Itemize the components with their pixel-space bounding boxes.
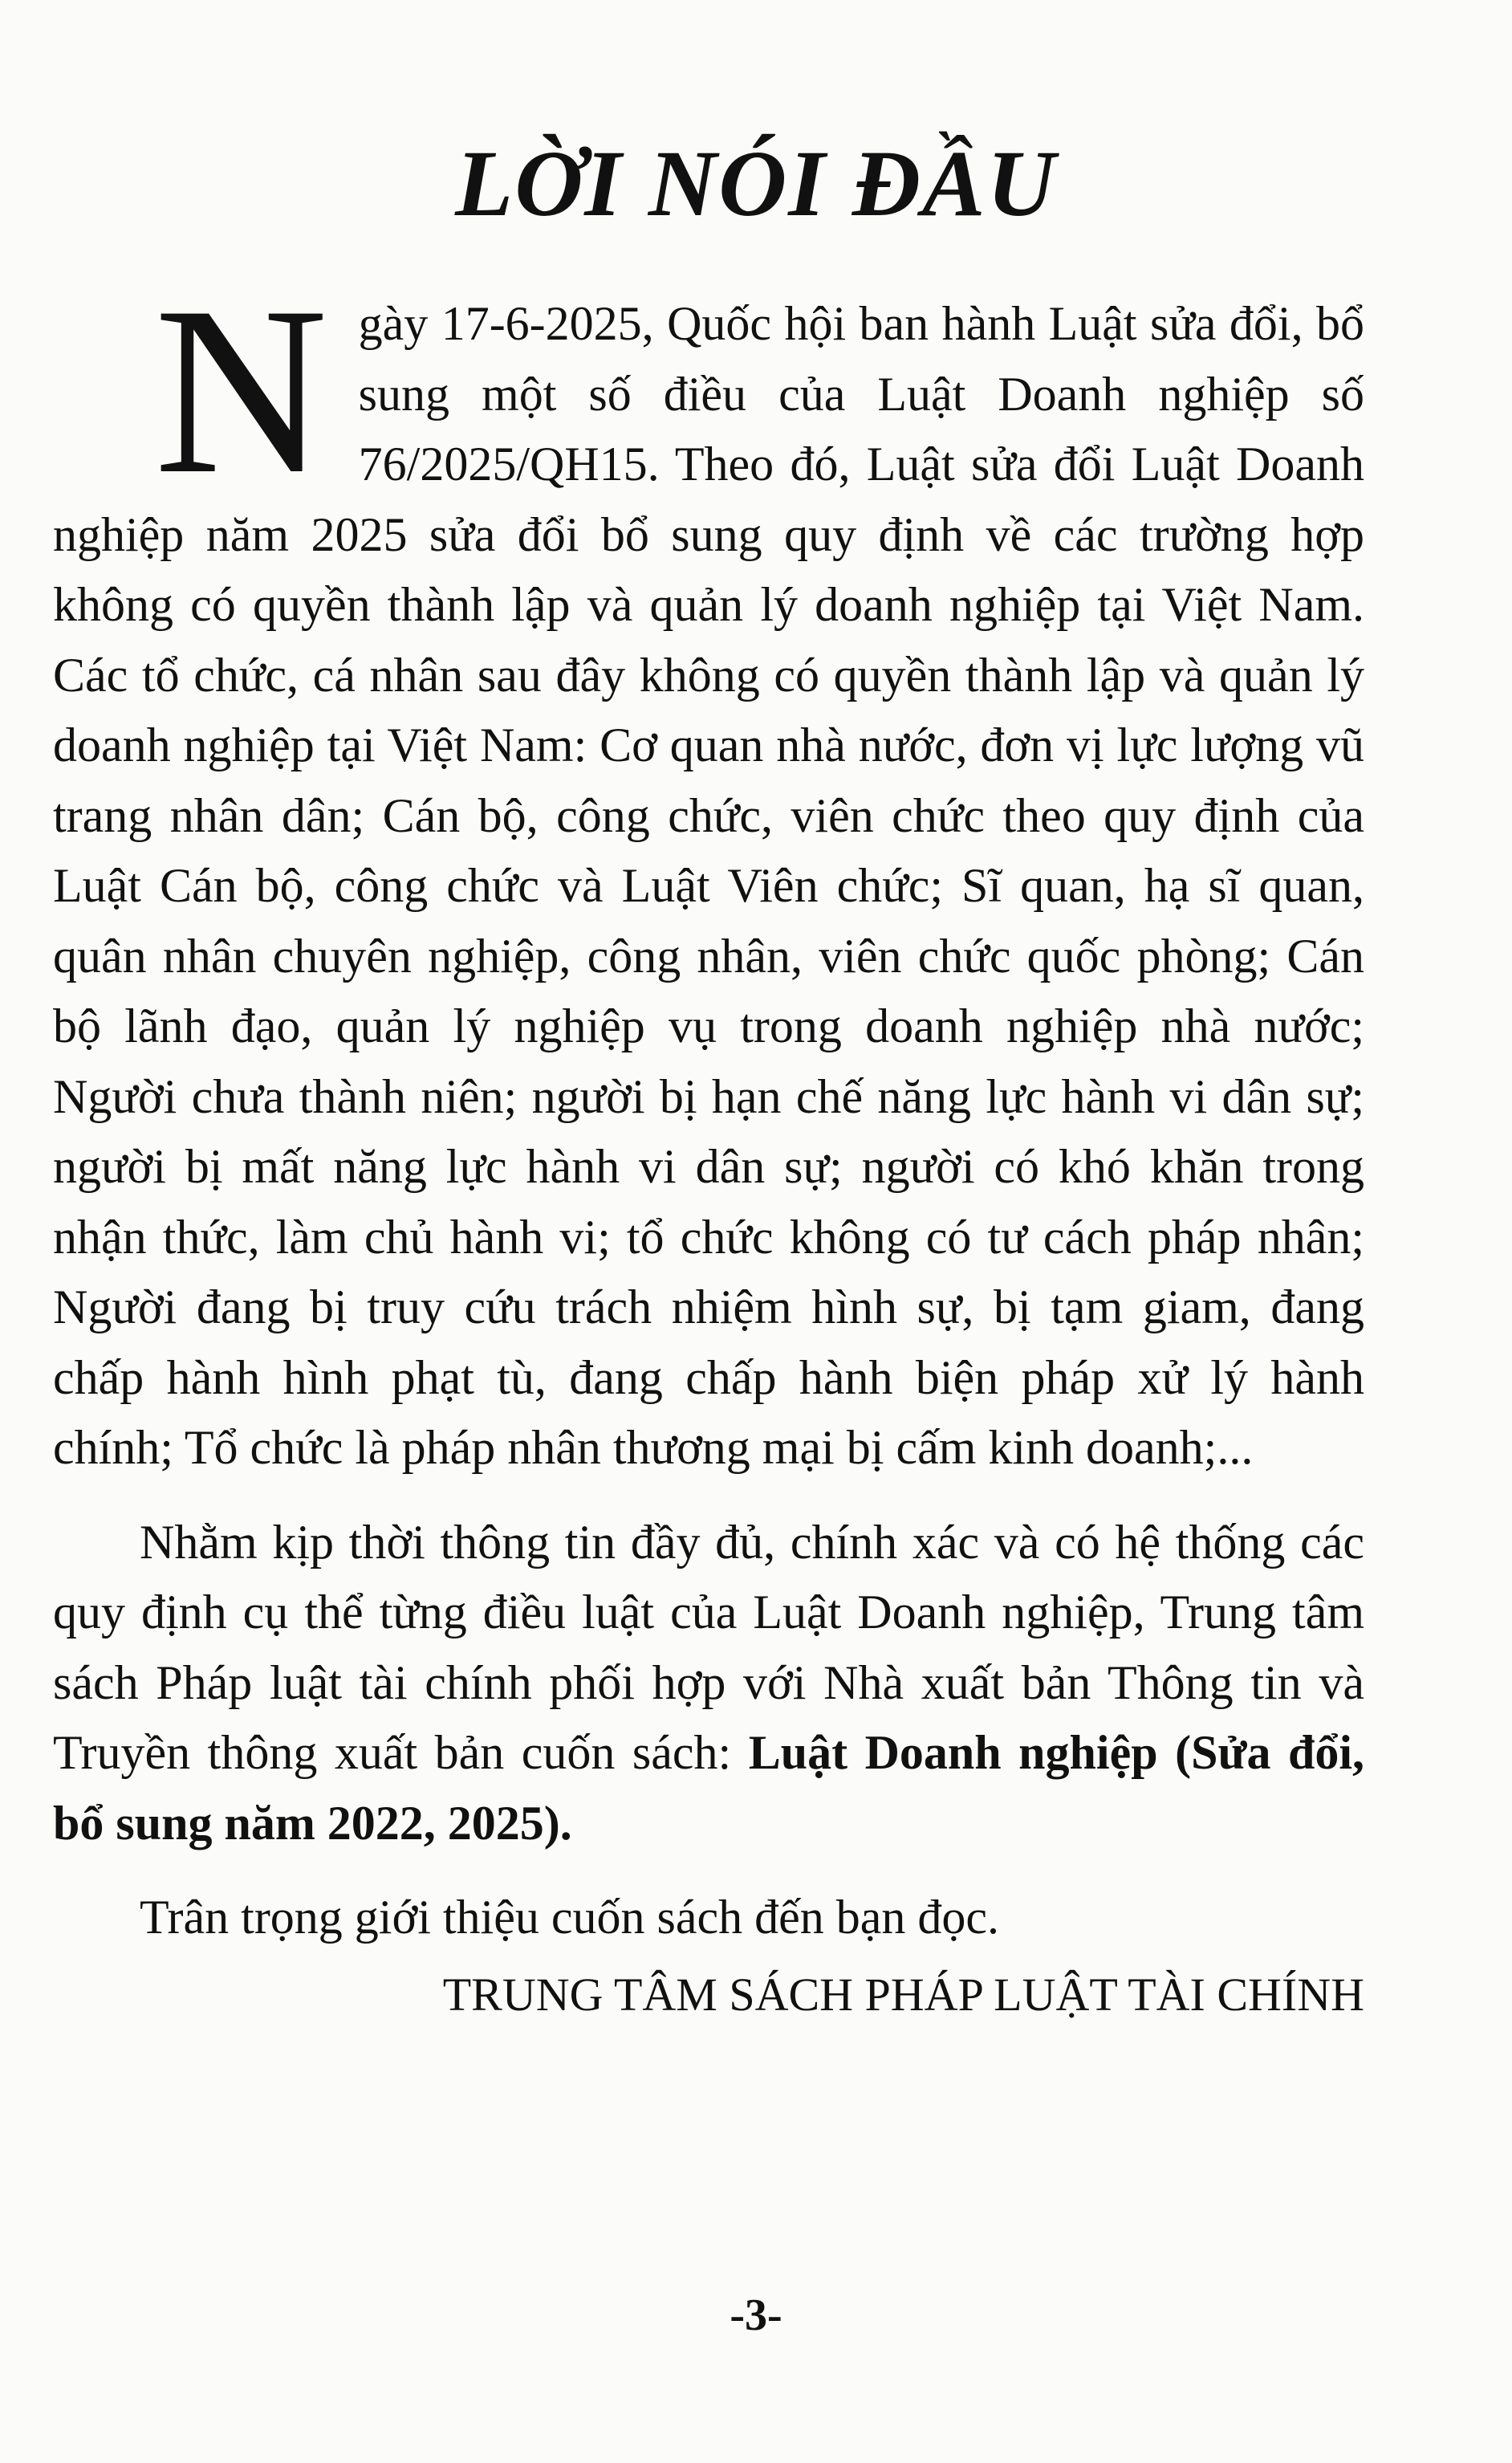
- preface-body: [53, 257, 1364, 2029]
- paragraph-3: Trân trọng giới thiệu cuốn sách đến bạn đọc.: [140, 1891, 999, 1944]
- paragraph-2-text: Nhằm kịp thời thông tin đầy đủ, chính xác và có hệ thống các quy định cụ thể từng điều luật của Luật Doanh nghiệp, Trung tâm sách Pháp luật tài chính phối hợp với Nhà xuất bản Thông tin và Truyền thông xuất bản cuốn sách:: [53, 1515, 1364, 1779]
- page-title: LỜI NÓI ĐẦU: [455, 131, 1057, 236]
- paragraph-1-text: gày 17-6-2025, Quốc hội ban hành Luật sửa đổi, bổ sung một số điều của Luật Doanh nghiệp số 76/2025/QH15. Theo đó, Luật sửa đổi Luật Doanh nghiệp năm 2025 sửa đổi bổ sung quy định về các trường hợp không có quyền thành lập và quản lý doanh nghiệp tại Việt Nam. Các tổ chức, cá nhân sau đây không có quyền thành lập và quản lý doanh nghiệp tại Việt Nam: Cơ quan nhà nước, đơn vị lực lượng vũ trang nhân dân; Cán bộ, công chức, viên chức theo quy định của Luật Cán bộ, công chức và Luật Viên chức; Sĩ quan, hạ sĩ quan, quân nhân chuyên nghiệp, công nhân, viên chức quốc phòng; Cán bộ lãnh đạo, quản lý nghiệp vụ trong doanh nghiệp nhà nước; Người chưa thành niên; người bị hạn chế năng lực hành vi dân sự; người bị mất năng lực hành vi dân sự; người có khó khăn trong nhận thức, làm chủ hành vi; tổ chức không có tư cách pháp nhân; Người đang bị truy cứu trách nhiệm hình sự, bị tạm giam, đang chấp hành hình phạt tù, đang chấp hành biện pháp xử lý hành chính; Tổ chức là pháp nhân thương mại bị cấm kinh doanh;...: [53, 297, 1364, 1474]
- paragraph-1: [53, 257, 1364, 1484]
- book-title: Luật Doanh nghiệp (Sửa đổi, bổ sung năm 2022, 2025).: [53, 1726, 1364, 1850]
- page-number: -3-: [730, 2290, 782, 2340]
- paragraph-2: [53, 1508, 1364, 1859]
- drop-cap-letter: N: [154, 257, 328, 523]
- signature: TRUNG TÂM SÁCH PHÁP LUẬT TÀI CHÍNH: [442, 1968, 1364, 2021]
